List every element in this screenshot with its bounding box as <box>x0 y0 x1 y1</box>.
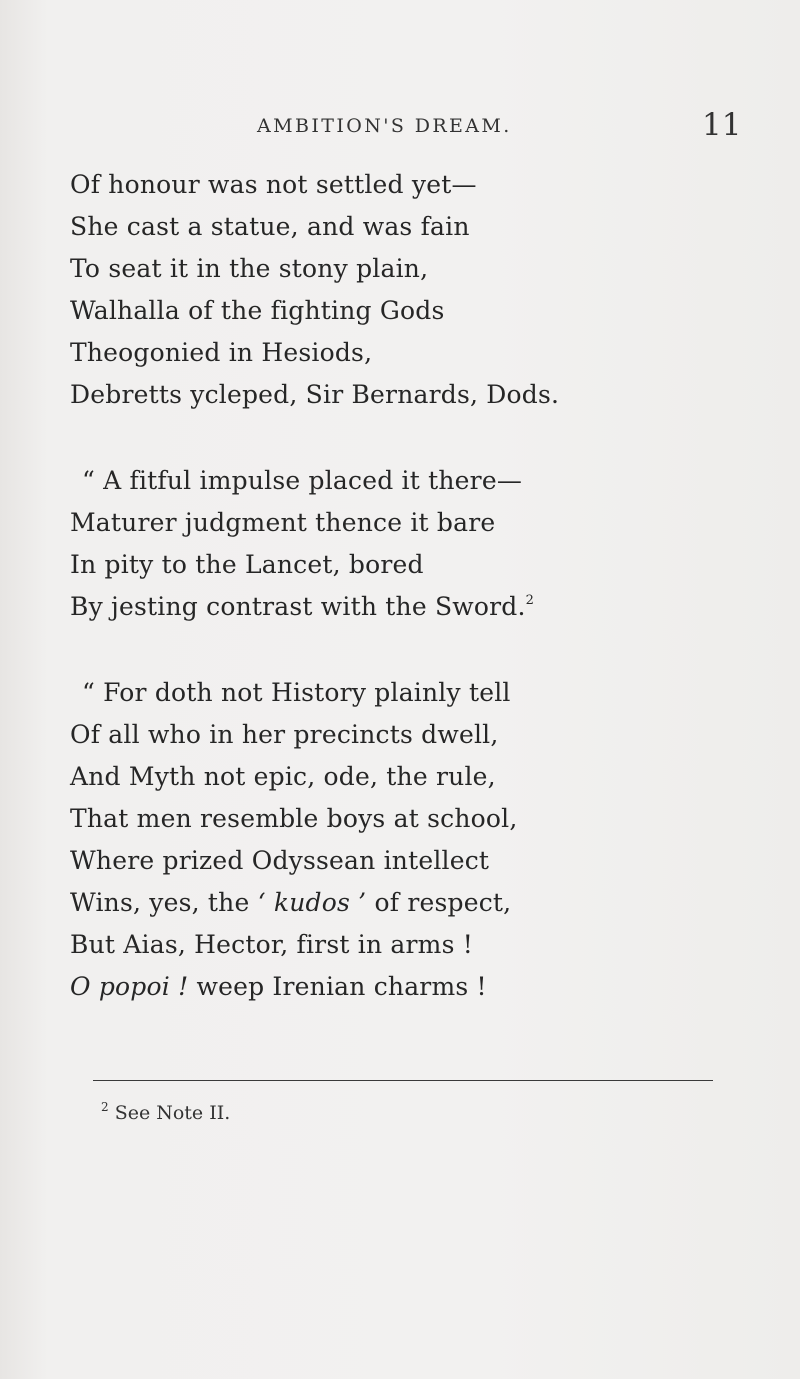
footnote <box>101 1102 230 1124</box>
running-title: AMBITION'S DREAM. <box>257 115 512 137</box>
running-head <box>0 109 800 149</box>
poem-line: To seat it in the stony plain, <box>70 254 429 283</box>
poem-line-italic: O popoi ! <box>70 972 189 1001</box>
poem-line: Of all who in her precincts dwell, <box>70 720 499 749</box>
poem-line-italic: ‘ kudos ’ <box>257 888 367 917</box>
poem-line: And Myth not epic, ode, the rule, <box>70 762 496 791</box>
poem-line: Where prized Odyssean intellect <box>70 846 490 875</box>
poem-line: “ A fitful impulse placed it there— <box>82 466 523 495</box>
poem-line: She cast a statue, and was fain <box>70 212 470 241</box>
poem-line-text: weep Irenian charms ! <box>188 972 487 1001</box>
footnote-marker: 2 <box>101 1100 109 1114</box>
poem-line: Theogonied in Hesiods, <box>70 338 373 367</box>
poem-line <box>70 970 487 1004</box>
poem-line: Debretts ycleped, Sir Bernards, Dods. <box>70 380 560 409</box>
poem-line <box>70 886 511 920</box>
poem-line-text: By jesting contrast with the Sword. <box>70 592 526 621</box>
poem-line: In pity to the Lancet, bored <box>70 550 424 579</box>
poem-line: Maturer judgment thence it bare <box>70 508 496 537</box>
poem-line: Walhalla of the fighting Gods <box>70 296 445 325</box>
footnote-text: See Note II. <box>114 1102 231 1124</box>
poem-line-text: Wins, yes, the <box>70 888 258 917</box>
footnote-reference: 2 <box>525 593 535 608</box>
poem-line: Of honour was not settled yet— <box>70 170 477 199</box>
footnote-rule <box>93 1080 713 1081</box>
poem-line-text: of respect, <box>366 888 512 917</box>
poem-line-with-footnote <box>70 590 534 624</box>
poem-line: “ For doth not History plainly tell <box>82 678 511 707</box>
poem-line: That men resemble boys at school, <box>70 804 518 833</box>
poem-line: But Aias, Hector, first in arms ! <box>70 930 473 959</box>
page-number: 11 <box>702 107 742 143</box>
